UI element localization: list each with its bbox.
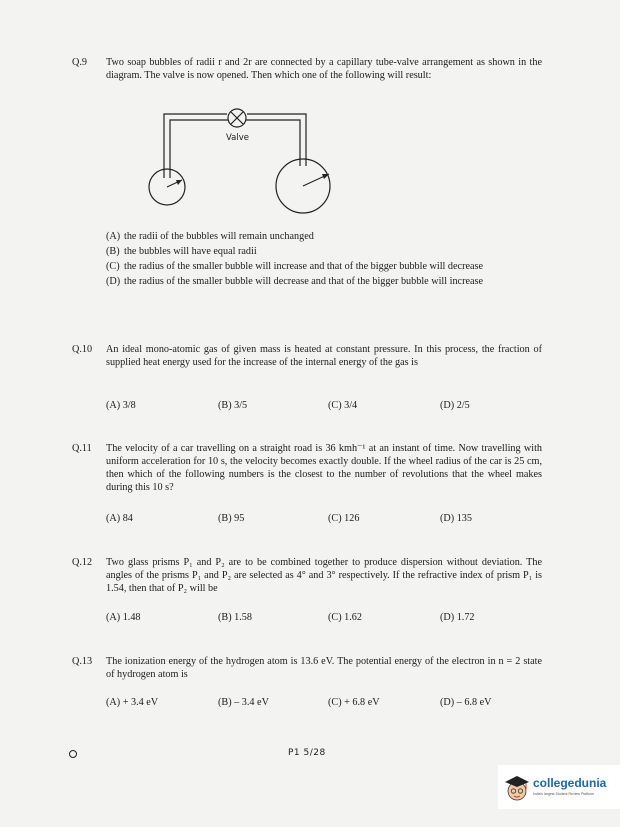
question-text: An ideal mono-atomic gas of given mass is heated at constant pressure. In this process, the fraction of supplied heat energy used for the increase of the internal energy of the gas is: [106, 344, 542, 368]
option-d: (D) 2/5: [440, 400, 470, 411]
question-text: The velocity of a car travelling on a straight road is 36 kmh⁻¹ at an instant of time. Now travelling with uniform acceleration for 10 s, the velocity becomes exactly double. If the wheel radius of the car is 25 cm, then which of the following numbers is the closest to the number of revolutions that the wheel makes during this 10 s?: [106, 443, 542, 493]
soap-bubble-diagram: [140, 108, 380, 218]
logo-name: collegedunia: [533, 776, 607, 790]
answer-b: (B) the bubbles will have equal radii: [106, 246, 257, 257]
option-d: (D) – 6.8 eV: [440, 697, 492, 708]
answer-a: (A) the radii of the bubbles will remain unchanged: [106, 231, 314, 242]
circle-mark-icon: [69, 750, 77, 758]
option-a: (A) 84: [106, 513, 133, 524]
question-9: [72, 56, 542, 82]
page-number: P1 5/28: [288, 748, 326, 758]
question-text: The ionization energy of the hydrogen atom is 13.6 eV. The potential energy of the electron in n = 2 state of hydrogen atom is: [106, 656, 542, 680]
answer-list-q9: [106, 230, 540, 290]
option-b: (B) 3/5: [218, 400, 248, 411]
question-11: [72, 442, 542, 494]
option-a: (A) + 3.4 eV: [106, 697, 159, 708]
collegedunia-logo: [498, 765, 620, 809]
question-10: [72, 343, 542, 369]
option-a: (A) 3/8: [106, 400, 136, 411]
question-number: Q.12: [72, 557, 93, 568]
option-b: (B) 95: [218, 513, 245, 524]
option-c: (C) 3/4: [328, 400, 358, 411]
question-number: Q.9: [72, 57, 87, 68]
option-d: (D) 1.72: [440, 612, 475, 623]
option-c: (C) + 6.8 eV: [328, 697, 380, 708]
option-c: (C) 126: [328, 513, 360, 524]
question-13: [72, 655, 542, 681]
graduate-icon: [502, 773, 532, 803]
question-number: Q.13: [72, 656, 93, 667]
question-number: Q.11: [72, 443, 92, 454]
option-b: (B) – 3.4 eV: [218, 697, 269, 708]
option-a: (A) 1.48: [106, 612, 141, 623]
option-c: (C) 1.62: [328, 612, 362, 623]
question-text: Two soap bubbles of radii r and 2r are connected by a capillary tube-valve arrangement as shown in the diagram. The valve is now opened. Then which one of the following will result:: [106, 57, 542, 81]
option-b: (B) 1.58: [218, 612, 252, 623]
logo-tagline: India's largest Student Review Platform: [533, 792, 594, 796]
option-d: (D) 135: [440, 513, 472, 524]
question-text: Two glass prisms P₁ and P₂ are to be combined together to produce dispersion without deviation. The angles of the prisms P₁ and P₂ are selected as 4° and 3° respectively. If the refractive index of prism P₁ is 1.54, then that of P₂ will be: [106, 557, 542, 594]
question-12: [72, 556, 542, 595]
answer-d: (D) the radius of the smaller bubble will decrease and that of the bigger bubble will increase: [106, 276, 483, 287]
question-number: Q.10: [72, 344, 93, 355]
valve-label: Valve: [226, 133, 249, 143]
answer-c: (C) the radius of the smaller bubble will increase and that of the bigger bubble will decrease: [106, 261, 483, 272]
